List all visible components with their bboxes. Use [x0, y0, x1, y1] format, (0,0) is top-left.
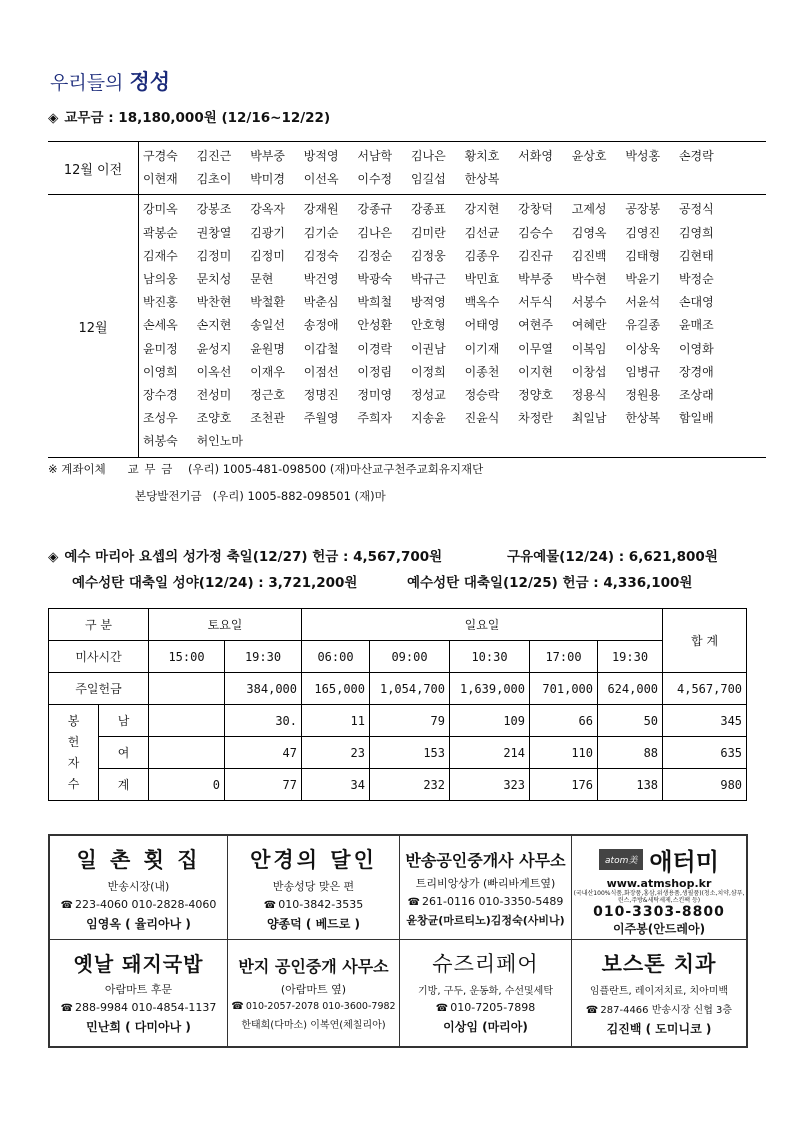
offering-cell: 624,000 — [598, 673, 663, 705]
count-cell — [149, 705, 225, 737]
atomy-phone: 010-3303-8800 — [593, 904, 725, 920]
ad-owner: 윤창균(마르티노)김정숙(사비나) — [406, 914, 565, 927]
donor-name: 이영희 — [143, 364, 178, 379]
account-row-2 — [135, 488, 386, 504]
donor-name: 박철환 — [250, 295, 285, 310]
offering-cell: 701,000 — [530, 673, 598, 705]
atomy-url: www.atmshop.kr — [606, 877, 712, 890]
donor-name: 김현태 — [678, 248, 714, 263]
count-cell: 88 — [598, 737, 663, 769]
donor-name: 문현 — [250, 272, 274, 287]
donor-name: 임병규 — [625, 364, 661, 379]
count-cell: 0 — [149, 769, 225, 801]
donor-name: 조상래 — [678, 388, 714, 403]
row-label: 남 — [99, 705, 149, 737]
donor-name: 전성미 — [196, 388, 232, 403]
count-cell: 34 — [302, 769, 370, 801]
diamond-icon: ◈ — [48, 549, 59, 565]
phone-icon: ☎ — [585, 1005, 599, 1016]
account-row-1 — [48, 461, 483, 477]
donor-name: 손대영 — [678, 295, 714, 310]
ad-ilchon-sashimi — [50, 836, 228, 940]
group-label-char: 봉 — [67, 713, 80, 728]
donor-name: 박윤기 — [625, 272, 661, 287]
donor-name: 유길종 — [625, 318, 661, 333]
group-label-char: 자 — [67, 755, 80, 770]
donor-name: 윤상호 — [571, 149, 607, 163]
donor-name: 김태형 — [625, 248, 661, 263]
donor-name: 차정란 — [518, 411, 553, 426]
donor-name: 정양호 — [518, 388, 553, 403]
count-cell: 109 — [450, 705, 530, 737]
count-total-cell: 635 — [663, 737, 747, 769]
donor-name: 윤매조 — [678, 318, 714, 333]
donor-name: 조양호 — [196, 411, 232, 426]
donor-name: 박부중 — [518, 272, 553, 287]
header-sunday: 일요일 — [302, 609, 663, 641]
donor-name: 정명진 — [303, 388, 339, 403]
group-label-char: 헌 — [67, 734, 80, 749]
donor-name: 정성교 — [410, 388, 446, 403]
contributor-count-label — [49, 705, 99, 801]
donor-name: 김영진 — [625, 225, 661, 240]
account-label: 교 무 금 — [127, 462, 174, 476]
donor-name: 허인노마 — [196, 434, 243, 449]
offering-heading — [48, 106, 330, 126]
header-saturday: 토요일 — [149, 609, 302, 641]
donor-name: 이현재 — [143, 172, 178, 187]
ad-name: 슈즈리페어 — [432, 952, 539, 976]
ad-phone: 288-9984 010-4854-1137 — [75, 1001, 217, 1014]
donor-name: 박광숙 — [357, 272, 393, 287]
donor-name: 허봉숙 — [143, 434, 178, 449]
donor-name: 박미경 — [250, 172, 285, 187]
account-value: (우리) 1005-481-098500 (재)마산교구천주교회유지재단 — [187, 462, 484, 476]
count-cell: 66 — [530, 705, 598, 737]
atomy-logo: atom美 — [599, 849, 643, 870]
donor-name: 주희자 — [357, 411, 393, 426]
offering-cell: 1,054,700 — [370, 673, 450, 705]
header-total: 합 계 — [663, 609, 747, 673]
mass-time: 19:30 — [598, 641, 663, 673]
count-cell: 77 — [225, 769, 302, 801]
donor-name: 박부중 — [250, 149, 285, 163]
ad-phone: 261-0116 010-3350-5489 — [422, 895, 564, 908]
count-cell: 110 — [530, 737, 598, 769]
donor-name: 여현주 — [518, 318, 553, 333]
donor-name: 김미란 — [410, 225, 446, 240]
title-main: 정성 — [129, 69, 171, 94]
donor-name: 함일배 — [678, 411, 714, 426]
donor-name: 지송윤 — [410, 411, 446, 426]
ad-owner: 민난희 ( 다미아나 ) — [86, 1020, 191, 1034]
offering-cell: 165,000 — [302, 673, 370, 705]
donor-name: 서남학 — [357, 149, 393, 163]
count-cell: 153 — [370, 737, 450, 769]
ad-owner: 이주봉(안드레아) — [612, 922, 706, 936]
donor-name: 황치호 — [464, 149, 500, 163]
header-mass-time: 미사시간 — [49, 641, 149, 673]
count-cell — [149, 737, 225, 769]
donor-name: 강종규 — [357, 202, 393, 217]
donor-name: 손경락 — [678, 149, 714, 163]
ad-phone: 010-2057-2078 010-3600-7982 — [245, 1001, 396, 1012]
donor-name: 이경락 — [357, 341, 393, 356]
donor-name: 강옥자 — [250, 202, 285, 217]
donor-name: 한상복 — [464, 172, 500, 187]
donor-name: 김진백 — [571, 248, 607, 263]
donor-name: 강봉조 — [196, 202, 232, 217]
ad-name: 반송공인중개사 사무소 — [405, 851, 566, 870]
donor-name: 김진규 — [518, 248, 553, 263]
ad-name: 반지 공인중개 사무소 — [238, 957, 389, 976]
donor-name: 정미영 — [357, 388, 393, 403]
donor-name: 서화영 — [518, 149, 553, 163]
offering-stats-table — [48, 608, 747, 801]
donor-name: 박희철 — [357, 295, 393, 310]
donor-row-before — [48, 142, 766, 194]
offering-cell: 384,000 — [225, 673, 302, 705]
donor-name: 김정순 — [357, 248, 393, 263]
donor-name: 이창섭 — [571, 364, 607, 379]
ad-owner: 양종덕 ( 베드로 ) — [266, 917, 361, 931]
mass-time: 09:00 — [370, 641, 450, 673]
count-total-cell: 980 — [663, 769, 747, 801]
donor-name: 김정미 — [250, 248, 285, 263]
donor-name: 서윤석 — [625, 295, 661, 310]
group-label-char: 수 — [67, 776, 80, 791]
donor-name: 김재수 — [143, 248, 178, 263]
count-cell: 138 — [598, 769, 663, 801]
donor-name: 정승락 — [464, 388, 500, 403]
donor-name: 조성우 — [143, 411, 178, 426]
donor-name: 김선균 — [464, 225, 500, 240]
donor-name: 남의웅 — [143, 272, 178, 287]
donor-names — [139, 195, 766, 456]
summary-text: 구유예물(12/24) : 6,621,800원 — [507, 549, 718, 565]
ad-owner: 김진백 ( 도미니코 ) — [606, 1022, 712, 1036]
donor-name: 어태영 — [464, 318, 500, 333]
count-cell: 214 — [450, 737, 530, 769]
count-cell: 47 — [225, 737, 302, 769]
donor-name: 이종천 — [464, 364, 500, 379]
donor-name: 문치성 — [196, 272, 232, 287]
donor-name: 윤원명 — [250, 341, 285, 356]
phone-icon: ☎ — [263, 900, 277, 911]
donor-name: 강재원 — [303, 202, 339, 217]
donor-name: 정근호 — [250, 388, 285, 403]
mass-time: 15:00 — [149, 641, 225, 673]
offering-label: 교무금 : 18,180,000원 (12/16~12/22) — [64, 110, 331, 126]
ad-line: 기방, 구두, 운동화, 수선및세탁 — [418, 986, 553, 997]
account-mark: ※ 계좌이체 — [48, 462, 106, 476]
ad-boston-dental — [572, 940, 746, 1046]
header-gubun: 구 분 — [49, 609, 149, 641]
donor-row-december — [48, 194, 766, 456]
donor-name: 이기재 — [464, 341, 500, 356]
donor-name: 안호형 — [410, 318, 446, 333]
donor-name: 조천관 — [250, 411, 285, 426]
account-label: 본당발전기금 — [135, 489, 202, 503]
offering-row-label: 주일헌금 — [49, 673, 149, 705]
row-label: 계 — [99, 769, 149, 801]
ad-phone: 010-3842-3535 — [278, 898, 364, 911]
offering-cell — [149, 673, 225, 705]
ad-name: 안경의 달인 — [250, 847, 377, 872]
donor-name: 김영옥 — [571, 225, 607, 240]
donor-name: 여혜란 — [571, 318, 607, 333]
donor-label: 12월 이전 — [48, 142, 139, 194]
phone-icon: ☎ — [60, 1003, 74, 1014]
donor-name: 강미옥 — [143, 202, 178, 217]
donor-name: 방적영 — [303, 149, 339, 163]
diamond-icon: ◈ — [48, 110, 59, 126]
account-value: (우리) 1005-882-098501 (재)마 — [212, 489, 386, 503]
donor-name: 이정림 — [357, 364, 393, 379]
donor-name: 이지현 — [518, 364, 553, 379]
offering-total-cell: 4,567,700 — [663, 673, 747, 705]
donor-name: 이복임 — [571, 341, 607, 356]
ad-line: 아람마트 후문 — [104, 983, 173, 996]
phone-icon: ☎ — [435, 1003, 449, 1014]
ad-banji-realty — [228, 940, 400, 1046]
ad-line: (아람마트 옆) — [280, 983, 347, 996]
phone-icon: ☎ — [231, 1001, 244, 1012]
donor-name: 김영희 — [678, 225, 714, 240]
donor-name: 김종우 — [464, 248, 500, 263]
donor-name: 이권남 — [410, 341, 446, 356]
ad-line: 반송시장(내) — [107, 880, 170, 893]
donor-name: 이수정 — [357, 172, 393, 187]
advertisement-grid — [48, 834, 748, 1048]
donor-name: 임길섭 — [410, 172, 446, 187]
donor-name: 손세옥 — [143, 318, 178, 333]
donor-name: 박민효 — [464, 272, 500, 287]
donor-name: 김진근 — [196, 149, 232, 163]
summary-text: 예수성탄 대축일(12/25) 헌금 : 4,336,100원 — [407, 575, 693, 591]
title-prefix: 우리들의 — [50, 72, 130, 94]
donor-name: 송일선 — [250, 318, 285, 333]
summary-line-1 — [48, 545, 718, 565]
donor-name: 김기순 — [303, 225, 339, 240]
offering-cell: 1,639,000 — [450, 673, 530, 705]
donor-name: 김정미 — [196, 248, 232, 263]
ad-bansong-realty — [400, 836, 572, 940]
page-title — [50, 66, 170, 96]
donor-name: 장수경 — [143, 388, 178, 403]
count-cell: 50 — [598, 705, 663, 737]
donor-name: 권창열 — [196, 225, 232, 240]
donor-name: 강지현 — [464, 202, 500, 217]
donor-name: 이점선 — [303, 364, 339, 379]
donor-names — [139, 142, 766, 194]
ad-atomy — [572, 836, 746, 940]
phone-icon: ☎ — [60, 900, 74, 911]
ad-pork-soup — [50, 940, 228, 1046]
atomy-small-text: (국내산100%식품,화장품,홍삼,위생용품,생필품)(청소,치약,샴푸,린스,주방&세탁세제,스킨팩 등) — [573, 890, 745, 904]
donor-name: 고제성 — [571, 202, 607, 217]
donor-name: 박성홍 — [625, 149, 661, 163]
donor-name: 박정순 — [678, 272, 714, 287]
donor-name: 구경숙 — [143, 149, 178, 163]
row-label: 여 — [99, 737, 149, 769]
donor-name: 송정애 — [303, 318, 339, 333]
ad-glasses — [228, 836, 400, 940]
ad-line: 트리비앙상가 (빠리바게트옆) — [415, 877, 556, 890]
donor-name: 방적영 — [410, 295, 446, 310]
summary-text: 예수 마리아 요셉의 성가정 축일(12/27) 헌금 : 4,567,700원 — [64, 549, 443, 565]
count-cell: 232 — [370, 769, 450, 801]
count-cell: 23 — [302, 737, 370, 769]
donor-name: 김나은 — [410, 149, 446, 163]
donor-name: 윤미정 — [143, 341, 178, 356]
donor-name: 공정식 — [678, 202, 714, 217]
donor-name: 박수현 — [571, 272, 607, 287]
ad-phone: 223-4060 010-2828-4060 — [75, 898, 217, 911]
donor-name: 서두식 — [518, 295, 553, 310]
donor-name: 이재우 — [250, 364, 285, 379]
donor-name: 손지현 — [196, 318, 232, 333]
donor-name: 박건영 — [303, 272, 339, 287]
donor-name: 이정희 — [410, 364, 446, 379]
donor-table — [48, 141, 766, 458]
donor-name: 강종표 — [410, 202, 446, 217]
donor-name: 이갑철 — [303, 341, 339, 356]
donor-name: 김초이 — [196, 172, 232, 187]
ad-owner: 한태희(다마소) 이복연(체칠리아) — [241, 1020, 386, 1031]
count-cell: 11 — [302, 705, 370, 737]
donor-name: 이영화 — [678, 341, 714, 356]
donor-name: 곽봉순 — [143, 225, 178, 240]
donor-name: 최일남 — [571, 411, 607, 426]
summary-text: 예수성탄 대축일 성야(12/24) : 3,721,200원 — [72, 575, 358, 591]
donor-name: 김정숙 — [303, 248, 339, 263]
donor-name: 정용식 — [571, 388, 607, 403]
count-cell: 30. — [225, 705, 302, 737]
donor-name: 이옥선 — [196, 364, 232, 379]
donor-name: 진윤식 — [464, 411, 500, 426]
donor-name: 박규근 — [410, 272, 446, 287]
count-cell: 323 — [450, 769, 530, 801]
ad-owner: 이상임 (마리아) — [443, 1020, 528, 1034]
donor-name: 주월영 — [303, 411, 339, 426]
donor-name: 백옥수 — [464, 295, 500, 310]
donor-name: 박찬현 — [196, 295, 232, 310]
ad-phone: 287-4466 반송시장 신협 3층 — [600, 1005, 733, 1016]
donor-name: 박춘심 — [303, 295, 339, 310]
donor-name: 김정웅 — [410, 248, 446, 263]
donor-name: 공장봉 — [625, 202, 661, 217]
summary-line-2 — [72, 571, 693, 591]
ad-line: 임플란트, 레이저치료, 치아미백 — [589, 986, 729, 997]
ad-phone: 010-7205-7898 — [450, 1001, 536, 1014]
count-total-cell: 345 — [663, 705, 747, 737]
donor-name: 윤성지 — [196, 341, 232, 356]
donor-name: 한상복 — [625, 411, 661, 426]
mass-time: 10:30 — [450, 641, 530, 673]
mass-time: 19:30 — [225, 641, 302, 673]
ad-line: 반송성당 맞은 편 — [272, 880, 355, 893]
donor-name: 김승수 — [518, 225, 553, 240]
ad-owner: 임영옥 ( 율리아나 ) — [86, 917, 191, 931]
ad-name: 일 촌 횟 집 — [76, 847, 201, 872]
donor-name: 서봉수 — [571, 295, 607, 310]
donor-name: 이상욱 — [625, 341, 661, 356]
donor-name: 김나은 — [357, 225, 393, 240]
donor-name: 박진홍 — [143, 295, 178, 310]
phone-icon: ☎ — [407, 897, 421, 908]
ad-shoe-repair — [400, 940, 572, 1046]
ad-name: 보스톤 치과 — [601, 951, 717, 976]
count-cell: 176 — [530, 769, 598, 801]
donor-name: 강창덕 — [518, 202, 553, 217]
donor-name: 이선옥 — [303, 172, 339, 187]
donor-name: 김광기 — [250, 225, 285, 240]
mass-time: 17:00 — [530, 641, 598, 673]
ad-name: 옛날 돼지국밥 — [73, 952, 204, 976]
count-cell: 79 — [370, 705, 450, 737]
donor-name: 안성환 — [357, 318, 393, 333]
donor-name: 정원용 — [625, 388, 661, 403]
donor-name: 이무열 — [518, 341, 553, 356]
atomy-brand: 애터미 — [649, 848, 719, 876]
mass-time: 06:00 — [302, 641, 370, 673]
donor-name: 장경애 — [678, 364, 714, 379]
donor-label: 12월 — [48, 195, 139, 456]
